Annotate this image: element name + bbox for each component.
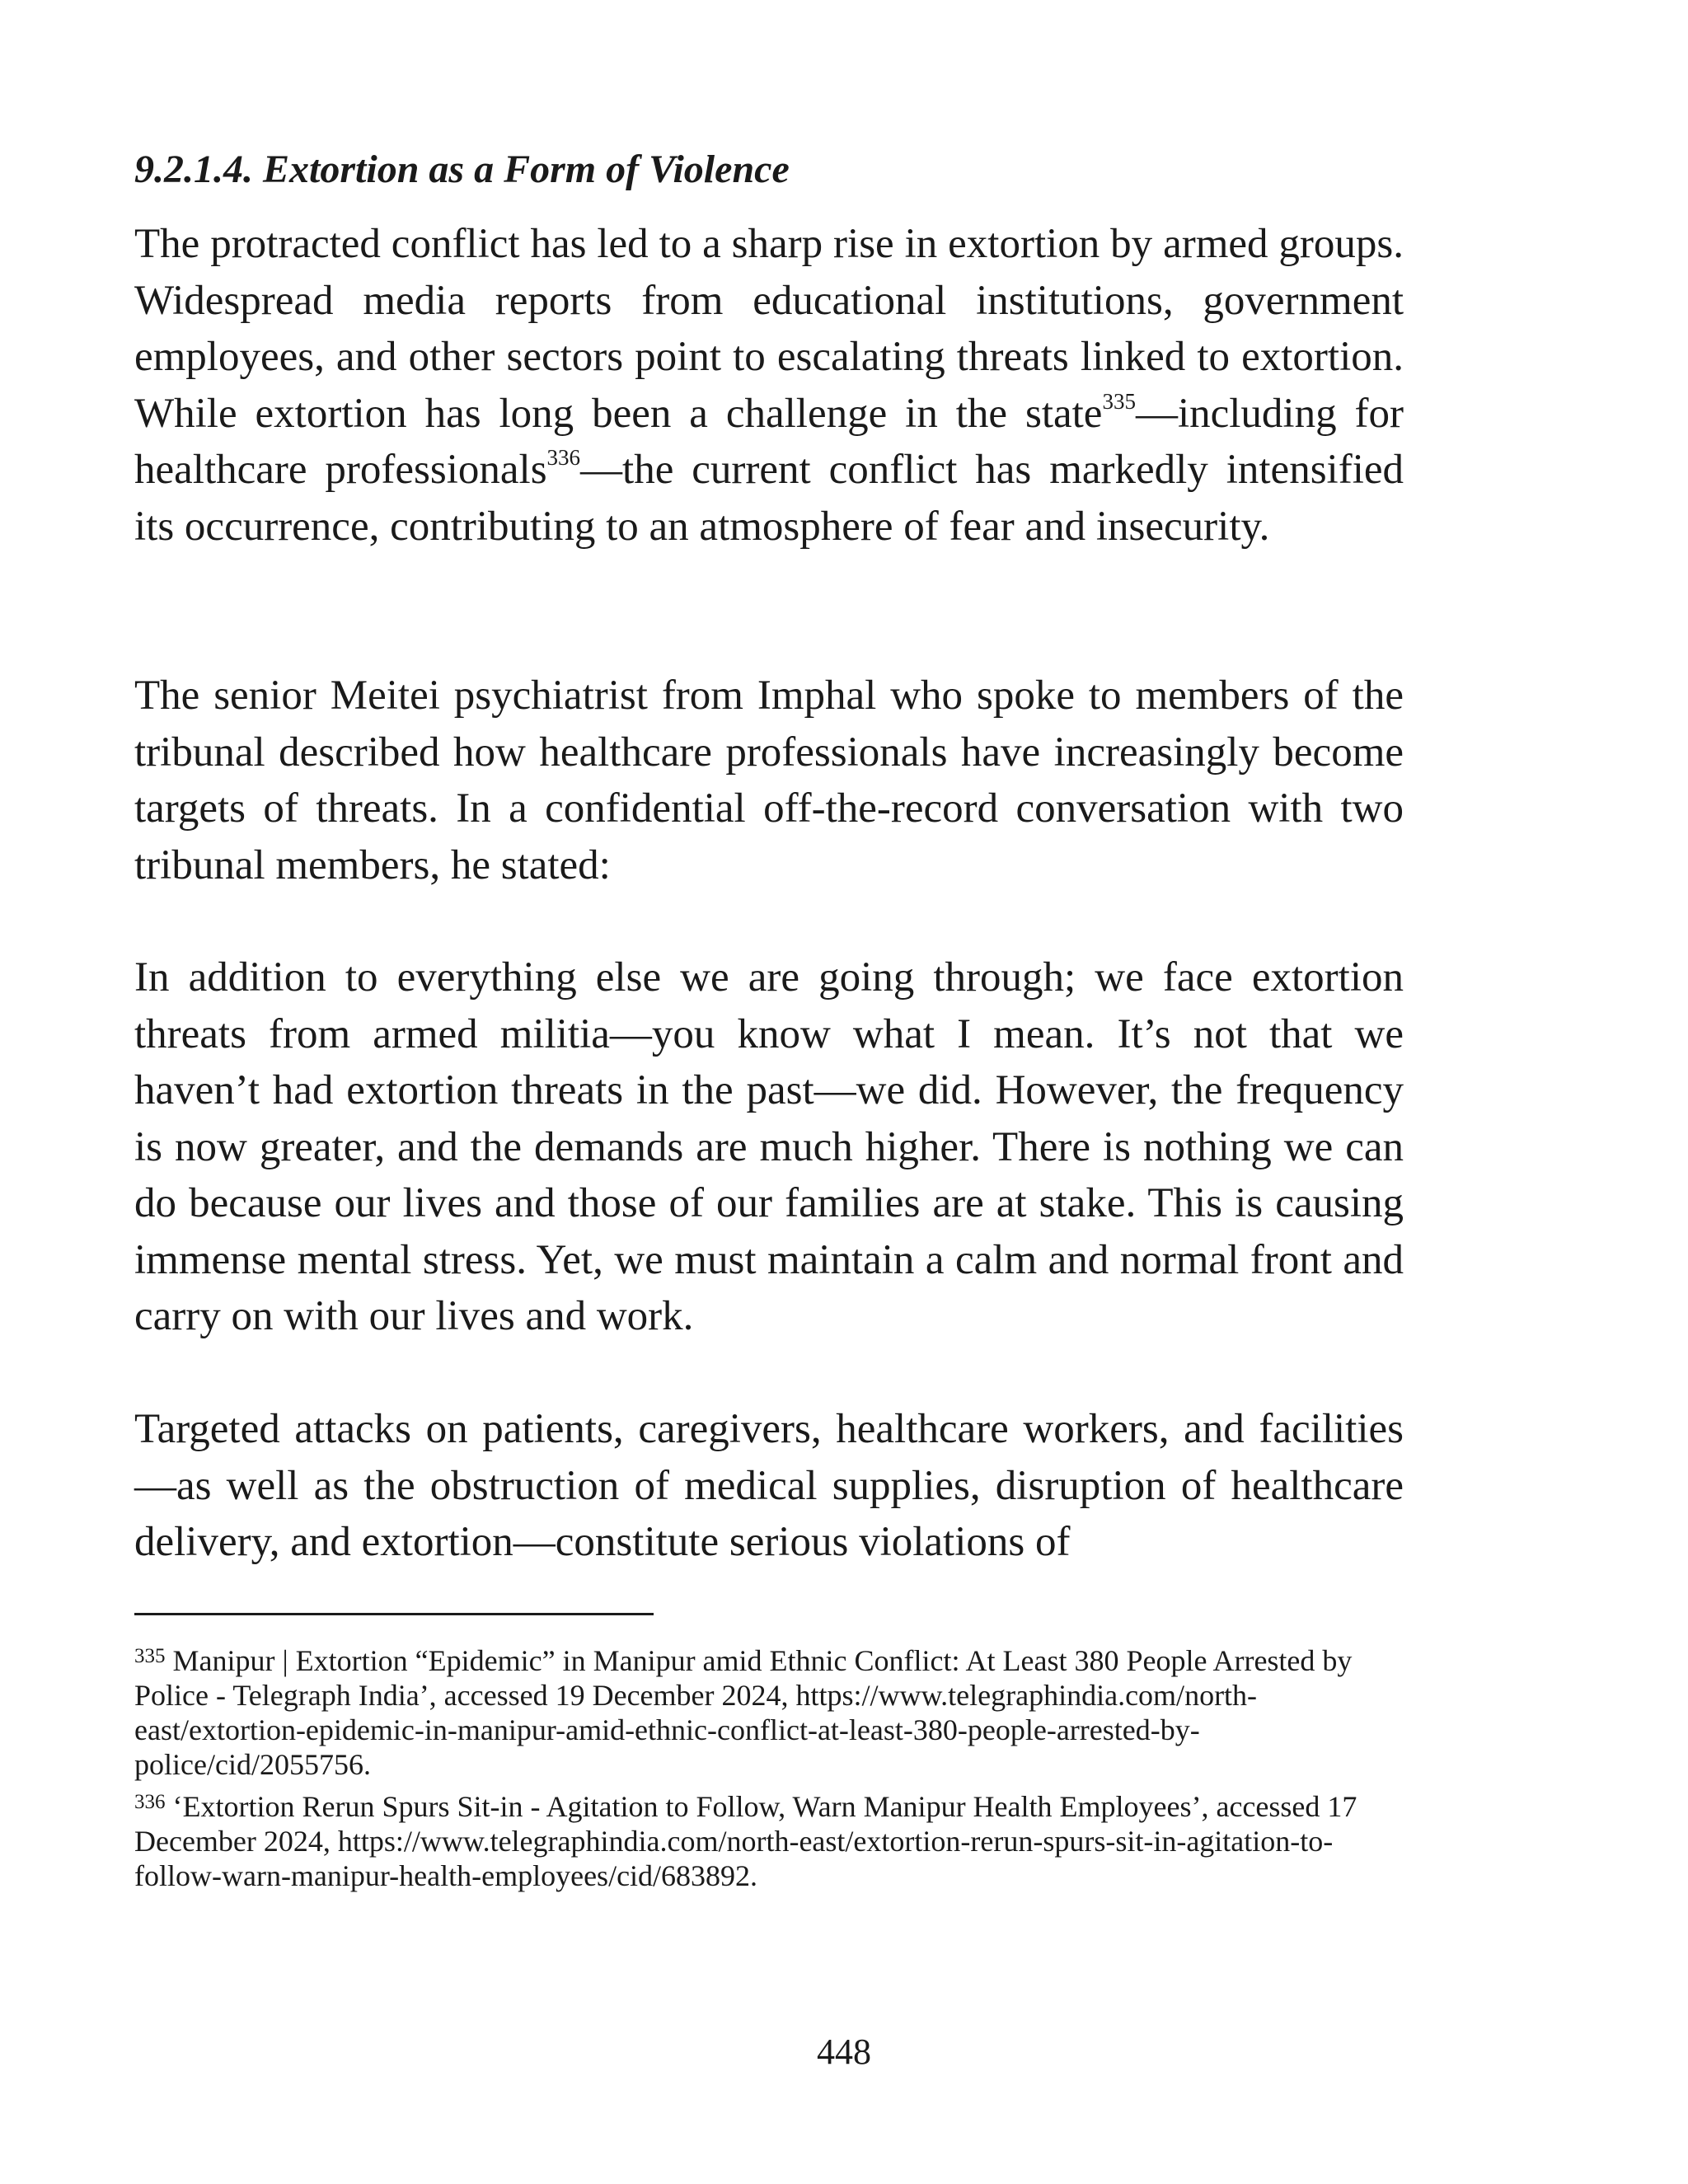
- footnote-number: 336: [134, 1791, 166, 1813]
- paragraph-text: The protracted conflict has led to a sharp rise in extortion by armed groups. Widespread media reports from educational institutions, government employees, and other sectors point to escalating threats linked to extortion. While extortion has long been a challenge in the state: [134, 221, 1404, 437]
- footnote-divider: [134, 1613, 654, 1615]
- paragraph-text: —the current conflict has markedly intensified its occurrence, contributing to an atmosphere of fear and insecurity.: [134, 447, 1404, 550]
- footnote-336: [134, 1789, 1408, 1893]
- footnote-number: 335: [134, 1645, 166, 1667]
- paragraph-psychiatrist-intro: The senior Meitei psychiatrist from Imphal who spoke to members of the tribunal described how healthcare professionals have increasingly become targets of threats. In a confidential off-the-record conversation with two tribunal members, he stated:: [134, 673, 1404, 888]
- footnote-335: [134, 1643, 1408, 1782]
- paragraph-violations: Targeted attacks on patients, caregivers, healthcare workers, and facilities—as well as the obstruction of medical supplies, disruption of healthcare delivery, and extortion—constitute serious violations of: [134, 1406, 1404, 1565]
- section-heading: 9.2.1.4. Extortion as a Form of Violence: [134, 148, 790, 191]
- footnote-ref-335[interactable]: 335: [1102, 388, 1136, 414]
- paragraph-text: —including for healthcare professionals: [134, 390, 1404, 493]
- footnote-text: ‘Extortion Rerun Spurs Sit-in - Agitation to Follow, Warn Manipur Health Employees’, accessed 17 December 2024, https://www.telegraphindia.com/north-east/extortion-rerun-spurs-sit-in-agitation-to-follow-warn-manipur-health-employees/cid/683892.: [134, 1790, 1357, 1892]
- footnote-ref-336[interactable]: 336: [546, 445, 581, 470]
- footnote-text: Manipur | Extortion “Epidemic” in Manipur amid Ethnic Conflict: At Least 380 People Arrested by Police - Telegraph India’, accessed 19 December 2024, https://www.telegraphindia.com/north-east/extortion-epidemic-in-manipur-amid-ethnic-conflict-at-least-380-people-arrested-by-police/cid/2055756.: [134, 1644, 1353, 1781]
- page-number: 448: [817, 2032, 871, 2072]
- paragraph-quote: In addition to everything else we are going through; we face extortion threats from armed militia—you know what I mean. It’s not that we haven’t had extortion threats in the past—we did. However, the frequency is now greater, and the demands are much higher. There is nothing we can do because our lives and those of our families are at stake. This is causing immense mental stress. Yet, we must maintain a calm and normal front and carry on with our lives and work.: [134, 954, 1404, 1339]
- paragraph-extortion-rise: [134, 216, 1404, 555]
